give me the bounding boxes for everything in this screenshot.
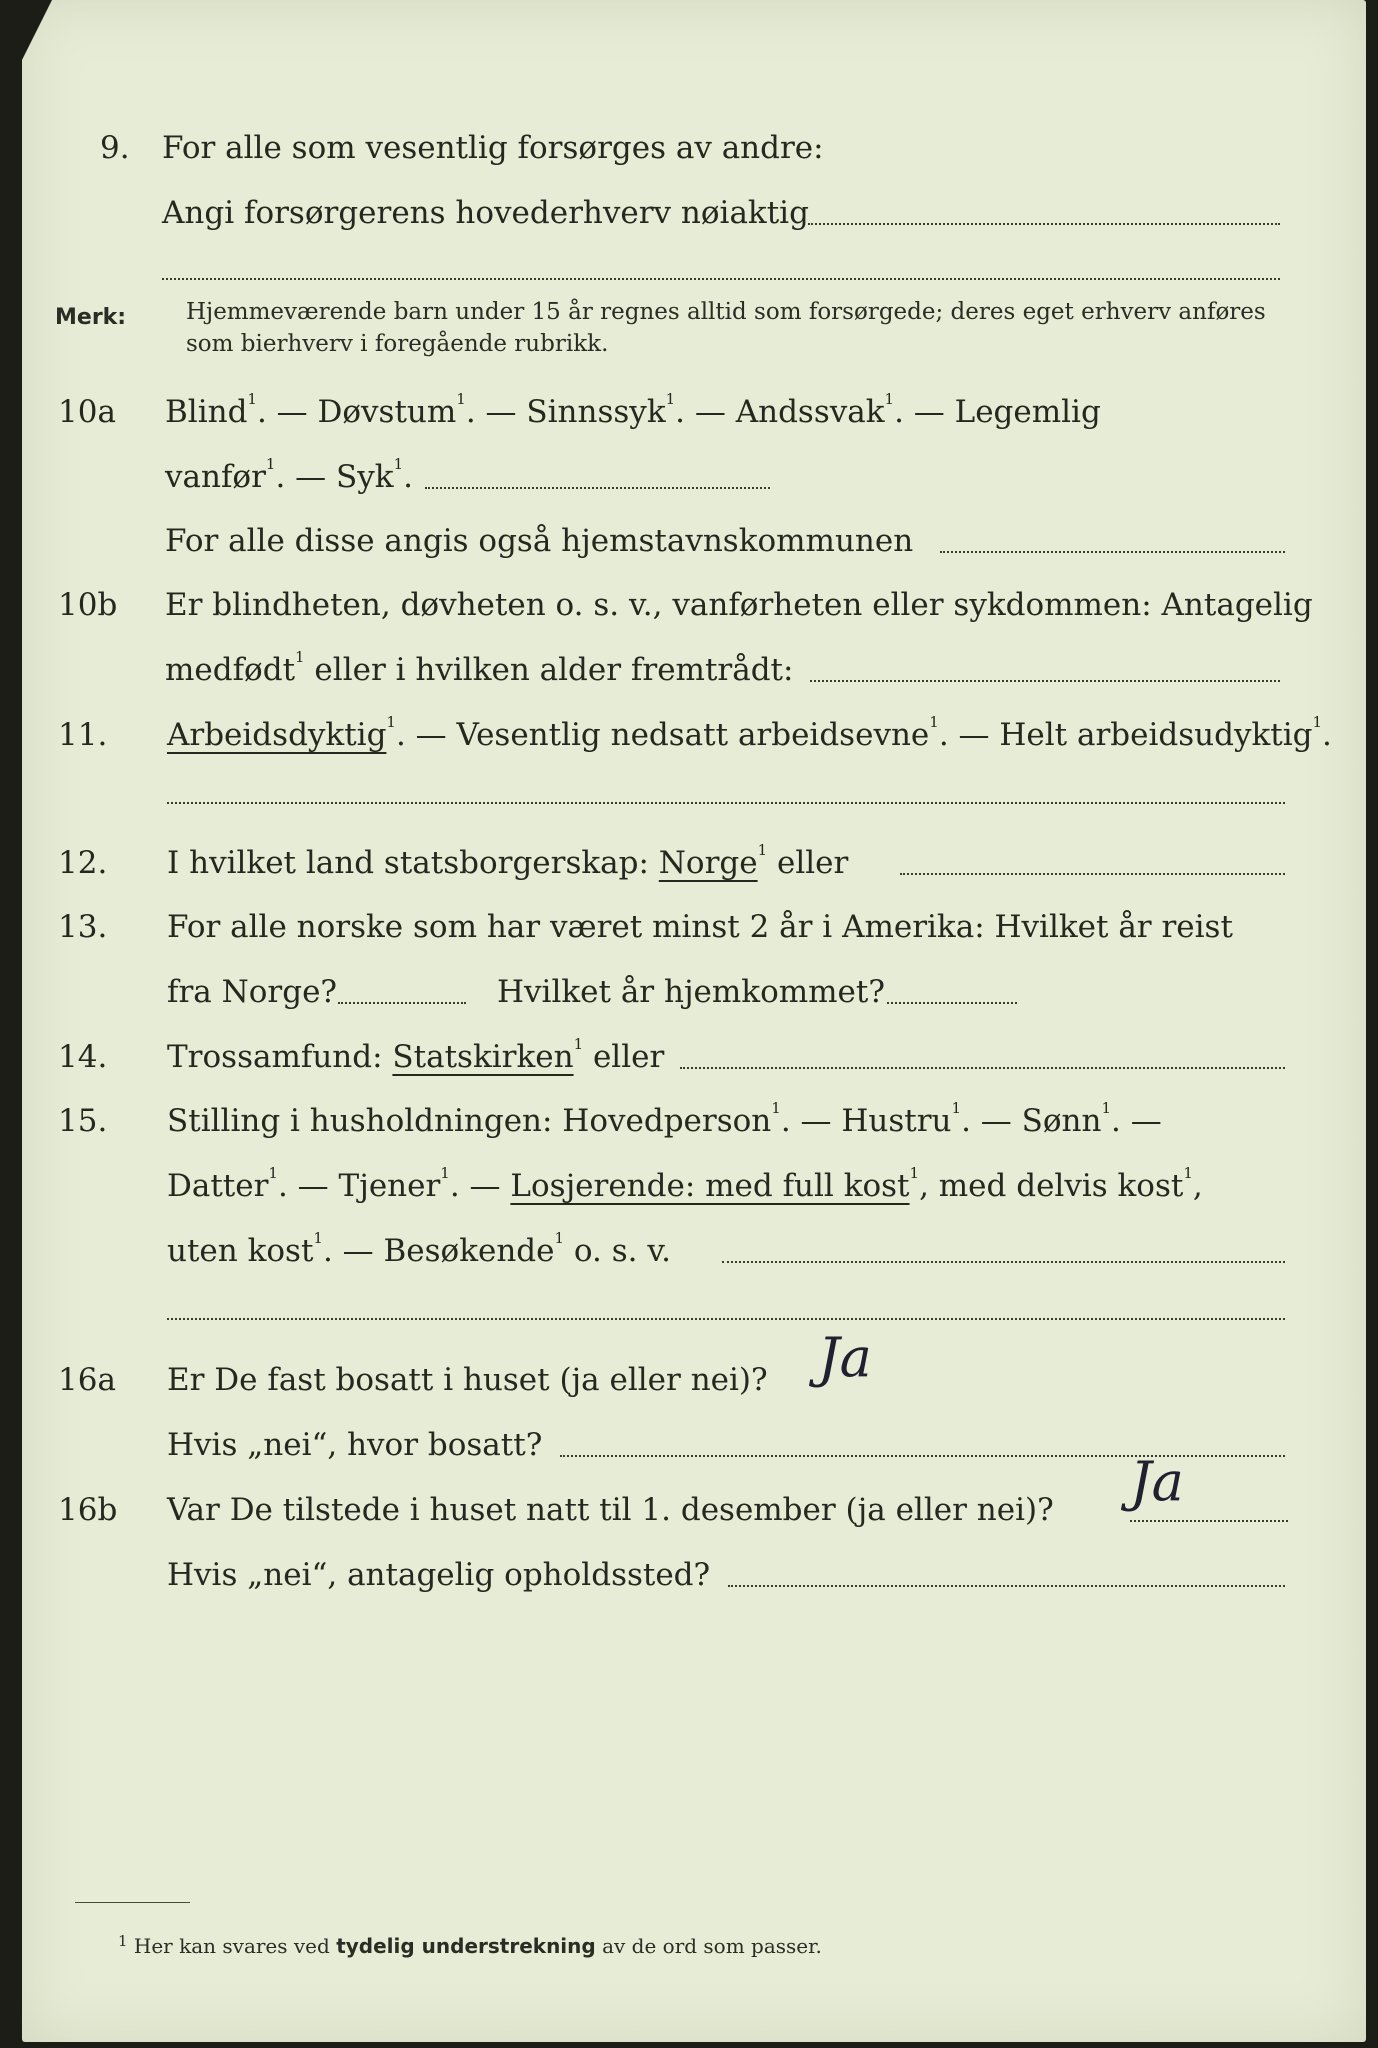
- q10b-text-2[interactable]: medfødt$^1$ eller i hvilken alder fremtrådt:: [165, 648, 794, 688]
- q16b-handwritten-answer[interactable]: Ja: [1130, 1450, 1184, 1513]
- q14-answer-field[interactable]: [680, 1067, 1285, 1069]
- torn-corner: [22, 0, 52, 60]
- q13-return-field[interactable]: [887, 1002, 1017, 1004]
- q10a-options: [165, 392, 1284, 432]
- q12-text[interactable]: I hvilket land statsborgerskap: Norge$^1$ eller: [167, 841, 849, 881]
- q13-text: For alle norske som har været minst 2 år i Amerika: Hvilket år reist: [167, 909, 1233, 945]
- q9-number: 9.: [100, 130, 130, 166]
- q14-number: 14.: [58, 1039, 108, 1075]
- q15-selected-answer: Losjerende: med full kost: [510, 1168, 910, 1204]
- q14-text[interactable]: Trossamfund: Statskirken$^1$ eller: [167, 1035, 665, 1075]
- q13-return-label: Hvilket år hjemkommet?: [497, 974, 885, 1010]
- q16a-number: 16a: [58, 1362, 116, 1398]
- q9-text: For alle som vesentlig forsørges av andre:: [162, 130, 824, 166]
- q11-number: 11.: [58, 717, 108, 753]
- q10a-home-municipality-label: For alle disse angis også hjemstavnskommunen: [165, 523, 914, 559]
- q9-text-2: Angi forsørgerens hovederhverv nøiaktig: [162, 195, 809, 231]
- q12-answer-field[interactable]: [900, 873, 1285, 875]
- q9-answer-field-2[interactable]: [162, 278, 1280, 280]
- q12-selected-answer: Norge: [658, 845, 758, 881]
- q10a-line2-text[interactable]: vanfør$^1$. — Syk$^1$.: [165, 455, 413, 495]
- q10a-sick-field[interactable]: [425, 487, 770, 489]
- q11-options[interactable]: Arbeidsdyktig$^1$. — Vesentlig nedsatt arbeidsevne$^1$. — Helt arbeidsudyktig$^1$.: [167, 713, 1332, 753]
- q16b-answer-field[interactable]: [1130, 1520, 1288, 1522]
- q10b-answer-field[interactable]: [810, 680, 1280, 682]
- footnote-rule: [75, 1902, 190, 1903]
- q15-options-1[interactable]: Stilling i husholdningen: Hovedperson$^1$. — Hustru$^1$. — Sønn$^1$. —: [167, 1099, 1162, 1139]
- q14-selected-answer: Statskirken: [392, 1039, 574, 1075]
- q16b-question: Var De tilstede i huset natt til 1. desember (ja eller nei)?: [167, 1492, 1054, 1528]
- q15-answer-field-2[interactable]: [167, 1318, 1285, 1320]
- q10a-number: 10a: [58, 394, 116, 430]
- q12-number: 12.: [58, 845, 108, 881]
- q10a-option[interactable]: Blind$^1$. — Døvstum$^1$. — Sinnssyk$^1$. — Andssvak$^1$. — Legemlig: [165, 390, 1101, 430]
- q10b-number: 10b: [58, 587, 118, 623]
- merk-text: Hjemmeværende barn under 15 år regnes alltid som forsørgede; deres eget erhverv anføres som bierhverv i foregående rubrikk.: [186, 299, 1266, 357]
- q15-number: 15.: [58, 1103, 108, 1139]
- q16a-followup-label: Hvis „nei“, hvor bosatt?: [167, 1427, 543, 1463]
- q16a-question: Er De fast bosatt i huset (ja eller nei)?: [167, 1362, 768, 1398]
- footnote: $^1$ Her kan svares ved tydelig understrekning av de ord som passer.: [118, 1932, 822, 1958]
- q15-answer-field[interactable]: [722, 1261, 1285, 1263]
- q13-number: 13.: [58, 909, 108, 945]
- q16b-followup-field[interactable]: [728, 1585, 1285, 1587]
- q15-options-2[interactable]: Datter$^1$. — Tjener$^1$. — Losjerende: med full kost$^1$, med delvis kost$^1$,: [167, 1164, 1203, 1204]
- q11-answer-field[interactable]: [167, 802, 1285, 804]
- q13-departure-field[interactable]: [338, 1002, 466, 1004]
- q9-answer-field[interactable]: [808, 223, 1280, 225]
- merk-label: Merk:: [55, 305, 127, 330]
- q11-selected-answer: Arbeidsdyktig: [167, 717, 387, 753]
- q16b-number: 16b: [58, 1492, 118, 1528]
- q16a-handwritten-answer[interactable]: Ja: [818, 1326, 872, 1389]
- q13-departure-label: fra Norge?: [167, 974, 338, 1010]
- q16b-followup-label: Hvis „nei“, antagelig opholdssted?: [167, 1557, 711, 1593]
- q15-options-3[interactable]: uten kost$^1$. — Besøkende$^1$ o. s. v.: [167, 1229, 672, 1269]
- q10b-text: Er blindheten, døvheten o. s. v., vanførheten eller sykdommen: Antagelig: [165, 587, 1313, 623]
- q10a-home-municipality-field[interactable]: [940, 551, 1285, 553]
